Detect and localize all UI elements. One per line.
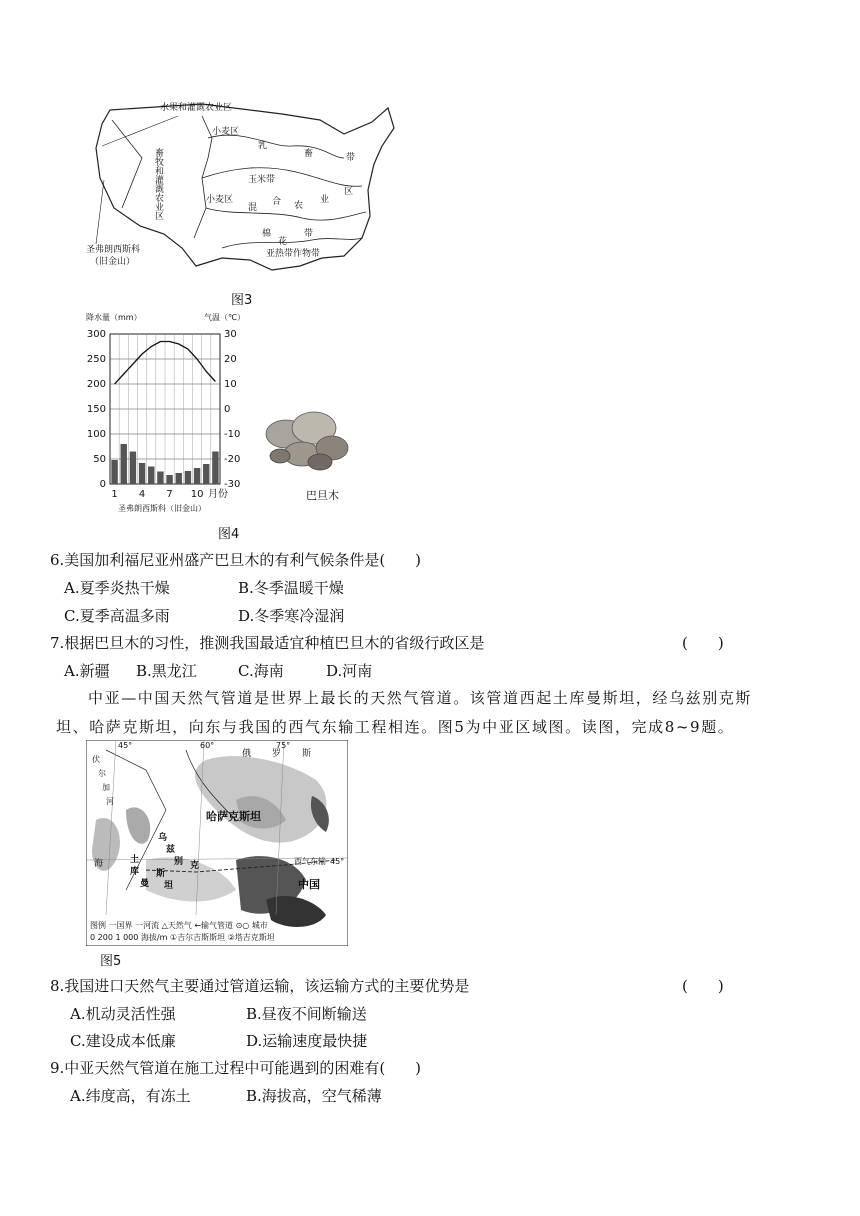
label-turk-1: 土 xyxy=(130,855,140,865)
label-kaz: 哈萨克斯坦 xyxy=(206,810,261,823)
y-tick-label: 200 xyxy=(86,379,106,390)
label-russia-2: 罗 xyxy=(272,749,282,759)
label-river-4: 河 xyxy=(106,797,114,806)
q6-option-d: D.冬季寒冷湿润 xyxy=(238,607,345,625)
q6-option-b: B.冬季温暖干燥 xyxy=(238,579,344,597)
q8-option-c: C.建设成本低廉 xyxy=(70,1032,176,1050)
label-cotton-2: 花 xyxy=(278,237,288,247)
label-turk-5: 坦 xyxy=(164,881,174,891)
label-uzb-2: 兹 xyxy=(166,845,176,855)
figure3-caption: 图3 xyxy=(231,293,253,308)
label-mixed-4: 业 xyxy=(320,195,330,205)
label-river-2: 尔 xyxy=(98,769,106,778)
y2-tick-label: 10 xyxy=(224,379,237,390)
label-mixed-5: 区 xyxy=(344,187,354,197)
precip-bar xyxy=(203,464,209,484)
precip-bar xyxy=(212,452,218,485)
label-mixed-3: 农 xyxy=(294,201,304,211)
q6-stem: 6.美国加利福尼亚州盛产巴旦木的有利气候条件是( ) xyxy=(50,551,422,569)
label-cotton-1: 棉 xyxy=(262,229,272,239)
label-wheat-n: 小麦区 xyxy=(212,127,240,137)
y-tick-label: 250 xyxy=(86,354,106,365)
precip-bar xyxy=(166,475,172,484)
q7-option-b: B.黑龙江 xyxy=(136,662,197,680)
passage-line-2: 坦、哈萨克斯坦，向东与我国的西气东输工程相连。图5为中亚区域图。读图，完成8~9题。 xyxy=(56,718,735,736)
y2-tick-label: -30 xyxy=(224,479,241,490)
y2-tick-label: -20 xyxy=(224,454,241,465)
precip-bar xyxy=(157,472,163,485)
q7-option-c: C.海南 xyxy=(238,662,284,680)
label-dairy-2: 畜 xyxy=(304,149,314,159)
precip-bar xyxy=(139,463,145,484)
lat-45: 45° xyxy=(330,857,345,866)
label-uzb-1: 乌 xyxy=(158,833,168,843)
y2-tick-label: 20 xyxy=(224,354,237,365)
label-turk-4: 斯 xyxy=(156,869,166,879)
x-tick-label: 4 xyxy=(138,489,146,500)
y-tick-label: 0 xyxy=(99,479,106,490)
legend-line-2: 0 200 1 000 海拔/m ①吉尔吉斯斯坦 ②塔吉克斯坦 xyxy=(90,933,275,942)
x-tick-label: 7 xyxy=(166,489,173,500)
y2-tick-label: -10 xyxy=(224,429,241,440)
y-tick-label: 100 xyxy=(86,429,106,440)
y-tick-label: 300 xyxy=(86,329,106,340)
q6-option-c: C.夏季高温多雨 xyxy=(64,607,170,625)
label-turk-3: 曼 xyxy=(140,879,150,889)
x-tick-label: 10 xyxy=(190,489,204,500)
q8-option-b: B.昼夜不间断输送 xyxy=(246,1005,367,1023)
label-xq: 西气东输 xyxy=(294,857,326,866)
q8-option-d: D.运输速度最快捷 xyxy=(246,1032,368,1050)
q6-option-a: A.夏季炎热干燥 xyxy=(64,579,170,597)
figure5-caption: 图5 xyxy=(100,954,122,969)
q8-option-a: A.机动灵活性强 xyxy=(70,1005,176,1023)
label-dairy-1: 乳 xyxy=(258,141,268,151)
label-fruit: 水果和灌溉农业区 xyxy=(160,103,233,113)
q7-option-a: A.新疆 xyxy=(64,662,110,680)
precip-bar xyxy=(176,473,182,484)
q9-option-b: B.海拔高，空气稀薄 xyxy=(246,1087,382,1105)
precip-bar xyxy=(121,444,127,484)
label-sea: 海 xyxy=(94,859,104,869)
q7-paren: ( ) xyxy=(682,634,724,652)
label-russia-3: 斯 xyxy=(302,749,312,759)
figure4-chart xyxy=(80,308,260,518)
q8-paren: ( ) xyxy=(682,977,724,995)
precip-bar xyxy=(130,452,136,485)
label-corn: 玉米带 xyxy=(248,175,276,185)
precip-bar xyxy=(111,460,117,484)
q8-stem: 8.我国进口天然气主要通过管道运输，该运输方式的主要优势是 xyxy=(50,977,470,995)
q7-stem: 7.根据巴旦木的习性，推测我国最适宜种植巴旦木的省级行政区是 xyxy=(50,634,485,652)
label-uzb-3: 别 xyxy=(174,857,184,867)
lon-45: 45° xyxy=(118,741,133,750)
label-grazing: 畜牧和灌溉农业区 xyxy=(153,148,163,220)
almond-label: 巴旦木 xyxy=(306,489,339,502)
figure5-map xyxy=(86,740,348,946)
almond-image xyxy=(262,404,352,476)
label-wheat-s: 小麦区 xyxy=(206,195,234,205)
figure4-caption: 图4 xyxy=(218,527,240,542)
precip-bar xyxy=(185,471,191,484)
lon-75: 75° xyxy=(276,741,291,750)
label-river-3: 加 xyxy=(102,783,110,792)
passage-line-1: 中亚—中国天然气管道是世界上最长的天然气管道。该管道西起土库曼斯坦，经乌兹别克斯 xyxy=(88,689,753,707)
legend-line-1: 图例 一国界 一河流 △天然气 ←输气管道 ⊙○ 城市 xyxy=(90,921,268,930)
left-axis-title: 降水量（mm） xyxy=(86,313,142,322)
label-mixed-2: 合 xyxy=(272,197,282,207)
label-turk-2: 库 xyxy=(130,867,140,877)
label-mixed-1: 混 xyxy=(248,203,258,213)
y2-tick-label: 0 xyxy=(224,404,231,415)
q9-stem: 9.中亚天然气管道在施工过程中可能遇到的困难有( ) xyxy=(50,1059,422,1077)
q7-option-d: D.河南 xyxy=(326,662,373,680)
x-tick-label: 1 xyxy=(111,489,118,500)
precip-bar xyxy=(194,468,200,484)
label-russia-1: 俄 xyxy=(242,749,252,759)
label-subtropical: 亚热带作物带 xyxy=(266,249,321,259)
label-river-1: 伏 xyxy=(92,755,100,764)
label-cotton-3: 带 xyxy=(304,229,314,239)
label-china: 中国 xyxy=(298,878,320,891)
right-axis-title: 气温（℃） xyxy=(204,313,245,322)
q9-option-a: A.纬度高，有冻土 xyxy=(70,1087,191,1105)
label-dairy-3: 带 xyxy=(346,153,356,163)
label-city: 圣弗朗西斯科 xyxy=(86,245,141,255)
label-city-alt: （旧金山） xyxy=(90,257,136,267)
month-unit: 月份 xyxy=(208,489,228,500)
station-label: 圣弗朗西斯科（旧金山） xyxy=(118,504,206,513)
y-tick-label: 50 xyxy=(93,454,106,465)
y2-tick-label: 30 xyxy=(224,329,237,340)
y-tick-label: 150 xyxy=(86,404,106,415)
lon-60: 60° xyxy=(200,741,215,750)
figure3-map xyxy=(82,98,412,280)
precip-bar xyxy=(148,467,154,485)
label-uzb-4: 克 xyxy=(190,861,200,871)
